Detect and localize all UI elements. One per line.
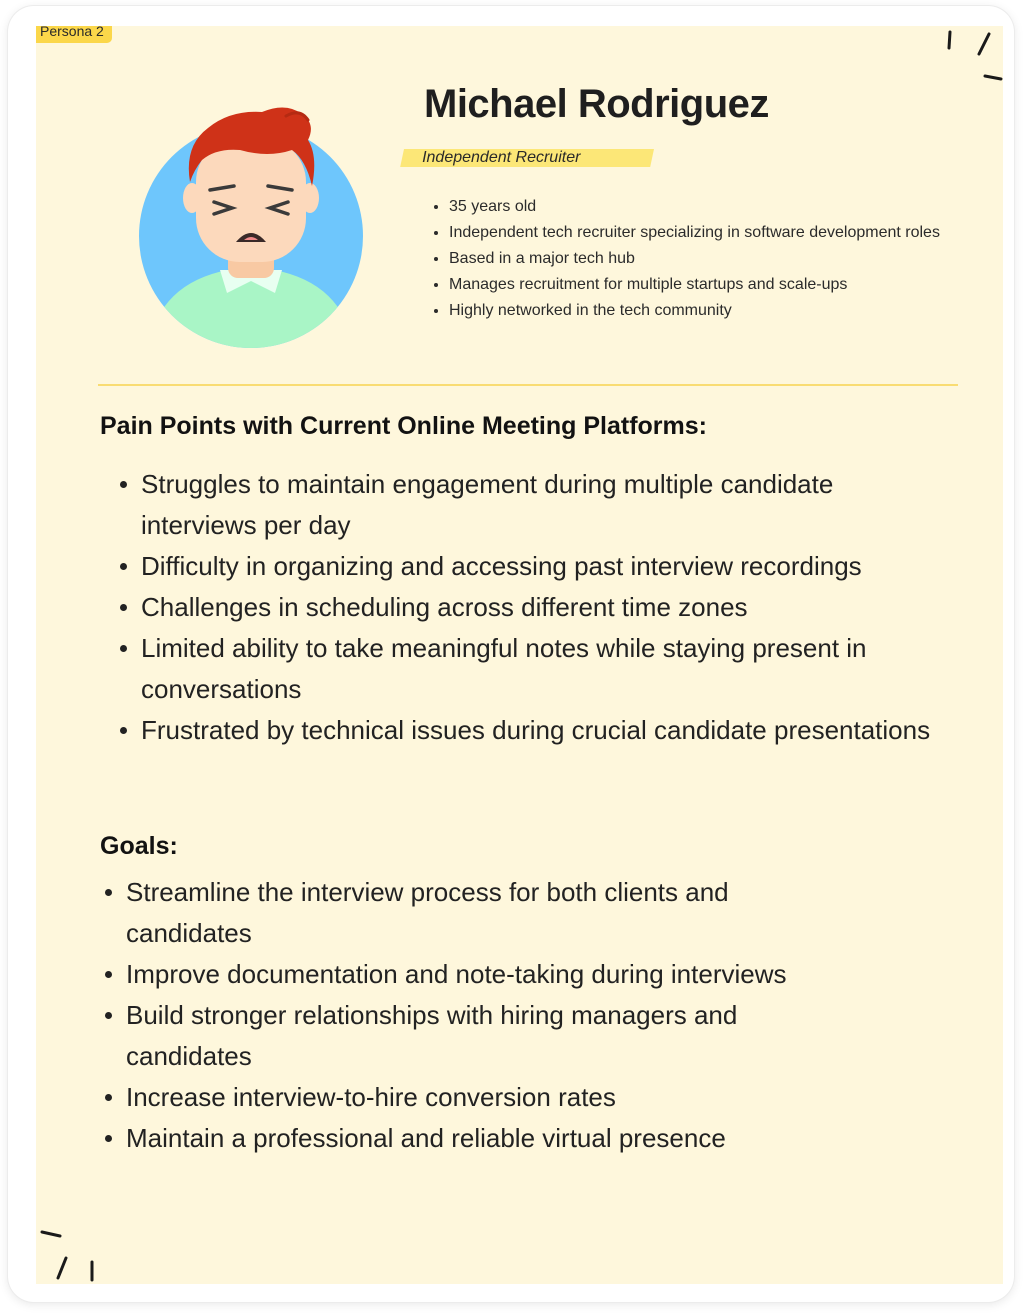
list-item: Streamline the interview process for both clients and candidates [126,872,826,954]
list-item: Build stronger relationships with hiring managers and candidates [126,995,826,1077]
persona-role: Independent Recruiter [422,149,581,166]
list-item: Maintain a professional and reliable virtual presence [126,1118,826,1159]
persona-card [36,26,1003,1284]
list-item: Increase interview-to-hire conversion rates [126,1077,826,1118]
persona-name: Michael Rodriguez [424,82,769,126]
frustrated-man-avatar-icon [136,94,366,354]
list-item: Frustrated by technical issues during crucial candidate presentations [141,710,941,751]
section-divider [98,384,958,386]
list-item: • Highly networked in the tech community [449,298,949,324]
goals-heading: Goals: [100,832,178,860]
role-highlight [400,149,654,167]
spark-lines-icon [36,1222,106,1284]
pain-points-heading: Pain Points with Current Online Meeting Platforms: [100,412,707,440]
persona-tag: Persona 2 [36,26,112,43]
list-item: Struggles to maintain engagement during multiple candidate interviews per day [141,464,941,546]
persona-facts-list [432,194,949,324]
list-item: Difficulty in organizing and accessing past interview recordings [141,546,941,587]
goals-list [126,872,826,1159]
list-item: • Manages recruitment for multiple startups and scale-ups [449,272,949,298]
list-item: • 35 years old [449,194,949,220]
list-item: Challenges in scheduling across different time zones [141,587,941,628]
list-item: • Based in a major tech hub [449,246,949,272]
pain-points-list [141,464,941,751]
persona-card-frame [8,6,1014,1302]
list-item: • Independent tech recruiter specializing in software development roles [449,220,949,246]
spark-lines-icon [941,26,1003,86]
list-item: Improve documentation and note-taking during interviews [126,954,826,995]
list-item: Limited ability to take meaningful notes while staying present in conversations [141,628,941,710]
